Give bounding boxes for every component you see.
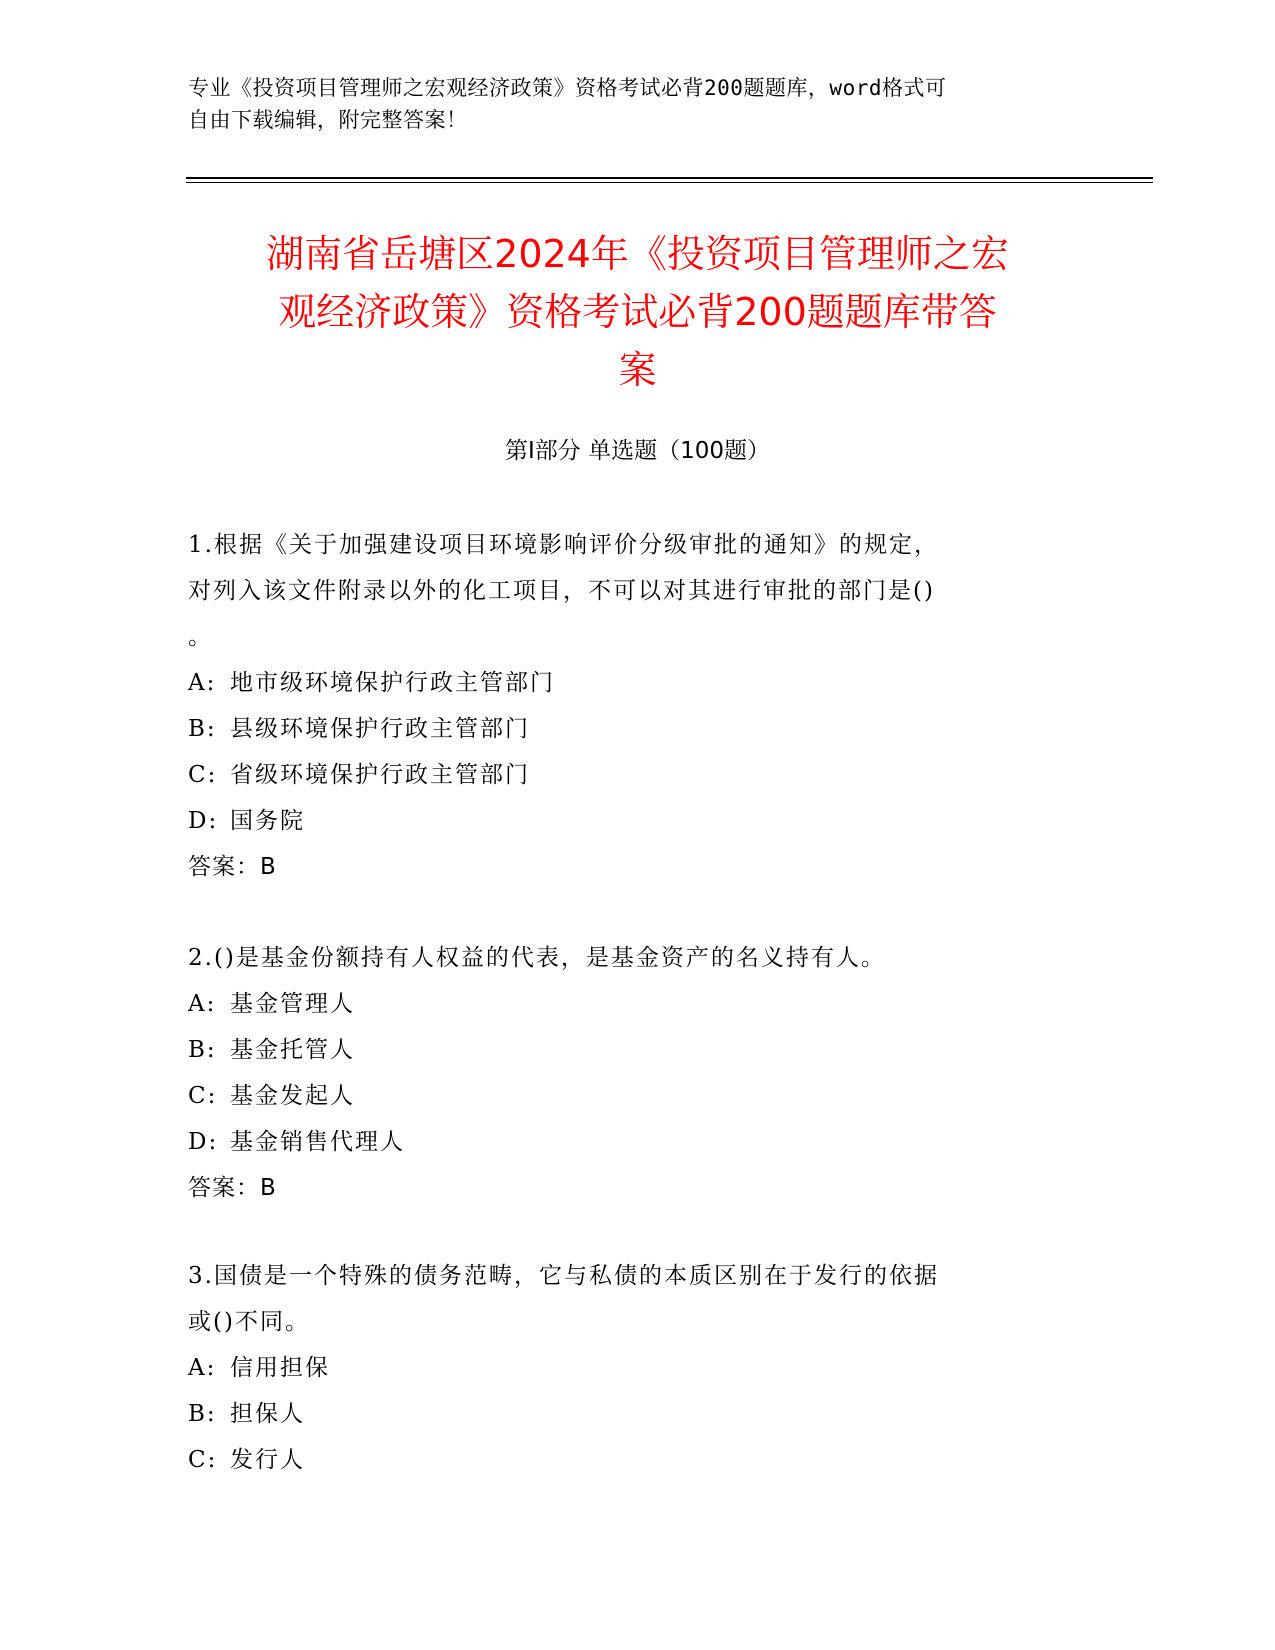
option-letter: B: <box>188 1037 217 1063</box>
option-c <box>188 1073 1068 1119</box>
option-text: 信用担保 <box>230 1355 330 1381</box>
option-letter: C: <box>188 762 218 788</box>
option-c <box>188 1437 1068 1483</box>
header-note-line: 专业《投资项目管理师之宏观经济政策》资格考试必背200题题库，word格式可 <box>188 76 947 100</box>
question-stem: 对列入该文件附录以外的化工项目，不可以对其进行审批的部门是() <box>188 578 935 604</box>
question-stem: 。 <box>188 624 213 650</box>
option-text: 发行人 <box>230 1447 305 1473</box>
question-2 <box>188 935 1068 1211</box>
answer-line: 答案：B <box>188 1175 277 1201</box>
option-letter: B: <box>188 716 217 742</box>
option-text: 国务院 <box>230 808 305 834</box>
title-line: 案 <box>618 348 657 392</box>
question-stem: 或()不同。 <box>188 1309 310 1335</box>
header-divider-thin <box>186 182 1153 183</box>
answer-line: 答案：B <box>188 854 277 880</box>
document-title <box>180 225 1095 399</box>
option-a <box>188 660 1068 706</box>
header-note <box>188 72 1088 136</box>
option-letter: C: <box>188 1083 218 1109</box>
option-letter: D: <box>188 808 219 834</box>
option-letter: A: <box>188 670 217 696</box>
section-heading: 第I部分 单选题（100题） <box>505 438 770 464</box>
option-text: 地市级环境保护行政主管部门 <box>230 670 555 696</box>
option-letter: A: <box>188 1355 217 1381</box>
option-text: 基金发起人 <box>230 1083 355 1109</box>
question-3 <box>188 1253 1068 1483</box>
option-a <box>188 1345 1068 1391</box>
question-stem: 2.()是基金份额持有人权益的代表，是基金资产的名义持有人。 <box>188 945 886 971</box>
option-text: 基金管理人 <box>230 991 355 1017</box>
option-letter: C: <box>188 1447 218 1473</box>
header-divider <box>186 177 1153 179</box>
option-d <box>188 798 1068 844</box>
header-note-line: 自由下载编辑，附完整答案！ <box>188 108 468 132</box>
option-text: 省级环境保护行政主管部门 <box>230 762 530 788</box>
option-letter: B: <box>188 1401 217 1427</box>
option-text: 基金托管人 <box>230 1037 355 1063</box>
option-text: 县级环境保护行政主管部门 <box>230 716 530 742</box>
option-letter: A: <box>188 991 217 1017</box>
option-text: 担保人 <box>230 1401 305 1427</box>
question-1 <box>188 522 1068 890</box>
option-d <box>188 1119 1068 1165</box>
title-line: 观经济政策》资格考试必背200题题库带答 <box>278 290 997 334</box>
question-stem: 3.国债是一个特殊的债务范畴，它与私债的本质区别在于发行的依据 <box>188 1263 939 1289</box>
option-b <box>188 1027 1068 1073</box>
option-b <box>188 1391 1068 1437</box>
option-a <box>188 981 1068 1027</box>
option-b <box>188 706 1068 752</box>
option-c <box>188 752 1068 798</box>
option-letter: D: <box>188 1129 219 1155</box>
question-stem: 1.根据《关于加强建设项目环境影响评价分级审批的通知》的规定， <box>188 532 939 558</box>
title-line: 湖南省岳塘区2024年《投资项目管理师之宏 <box>266 232 1009 276</box>
option-text: 基金销售代理人 <box>230 1129 405 1155</box>
